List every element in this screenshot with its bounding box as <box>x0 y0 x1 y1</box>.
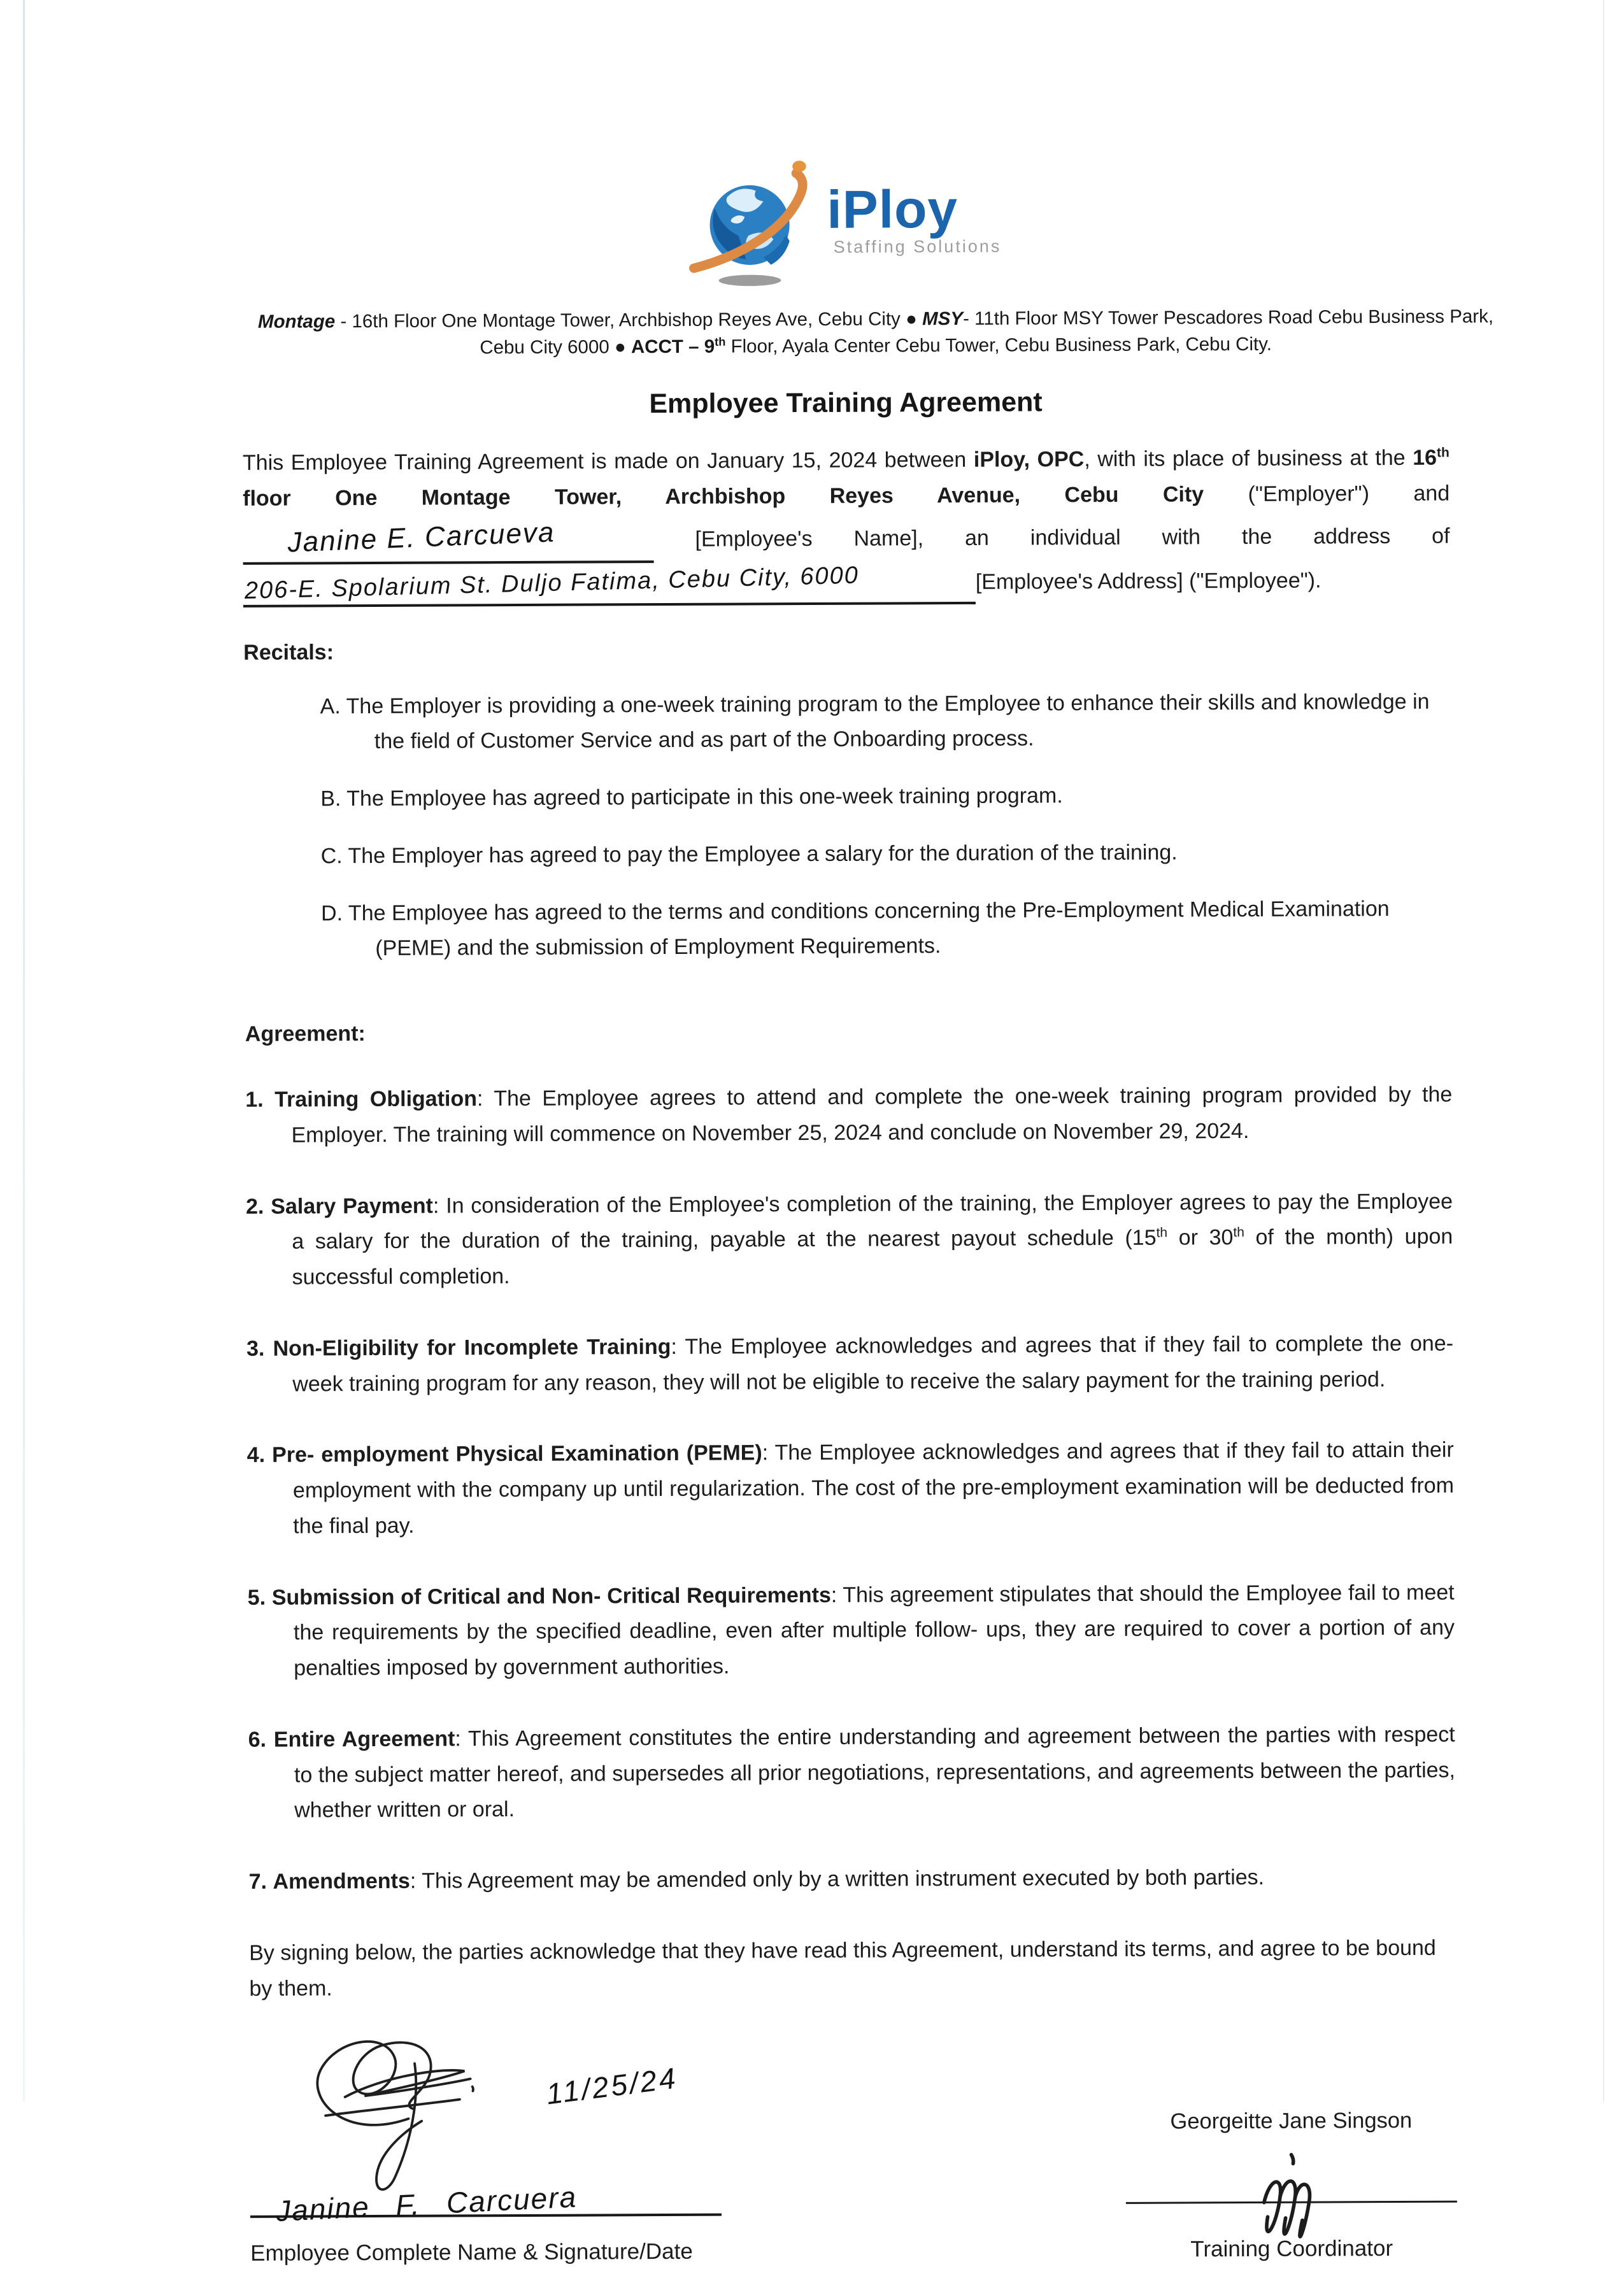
ordinal-15th: th <box>1156 1225 1168 1241</box>
item-label: Salary Payment <box>271 1193 433 1219</box>
item-body: : This Agreement constitutes the entire understanding and agreement between the parties with respect to the subject matter hereof, and supersedes all prior negotiations, representations, and agreements between the parties, whether written or oral. <box>294 1722 1456 1823</box>
company-name: iPloy, OPC <box>973 446 1085 472</box>
agreement-item-7 <box>249 1860 1456 1900</box>
coordinator-name: Georgeitte Jane Singson <box>1170 2109 1413 2135</box>
employer-address-ordinal: th <box>1436 445 1449 460</box>
document-content <box>241 0 1494 2266</box>
employee-signature-area <box>250 2026 722 2180</box>
office-acct-address: Floor, Ayala Center Cebu Tower, Cebu Business Park, Cebu City. <box>725 333 1272 357</box>
item-body: : This agreement stipulates that should the Employee fail to meet the requirements by the specified deadline, even after multiple follow- ups, they are required to cover a portion of any penalties imposed by government authorities. <box>293 1580 1455 1681</box>
item-label: Non-Eligibility for Incomplete Training <box>273 1334 671 1361</box>
office-acct-floor: – 9 <box>683 336 715 357</box>
item-label: Pre- employment Physical Examination (PEME) <box>272 1440 762 1468</box>
intro-text: , with its place of business at the <box>1084 445 1413 471</box>
coordinator-signature-block <box>1125 2109 1457 2263</box>
logo-wordmark: iPloy <box>827 178 958 239</box>
employee-name-handwriting: Janine E. Carcueva <box>287 516 556 558</box>
office-acct-label: ACCT <box>630 336 683 358</box>
office-acct-ordinal: th <box>715 334 726 348</box>
logo-tagline: Staffing Solutions <box>833 236 1002 257</box>
agreement-item-6 <box>248 1718 1456 1830</box>
intro-text: ("Employer") and <box>1204 481 1450 506</box>
employee-name-field <box>243 515 653 565</box>
item-body: : The Employee agrees to attend and complete the one-week training program provided by the Employer. The training will commence on November 25, 2024 and conclude on November 29, 2024. <box>291 1082 1453 1148</box>
intro-text: This Employee Training Agreement is made on January 15, 2024 between <box>242 447 974 475</box>
signature-section <box>250 2023 1458 2266</box>
employer-address: floor One Montage Tower, Archbishop Reyes Avenue, Cebu City <box>243 481 1204 511</box>
item-number: 5. <box>247 1585 266 1610</box>
closing-paragraph: By signing below, the parties acknowledge that they have read this Agreement, understand its terms, and agree to be bound by them. <box>249 1935 1436 2001</box>
office-montage-label: Montage <box>257 311 336 332</box>
item-label: Entire Agreement <box>273 1726 455 1752</box>
agreement-item-1 <box>245 1078 1452 1154</box>
recitals-heading: Recitals: <box>243 639 334 665</box>
intro-text: [Employee's Name], an individual with the address of <box>653 523 1450 552</box>
agreement-item-3 <box>246 1326 1453 1403</box>
recital-text: The Employee has agreed to participate in this one-week training program. <box>341 783 1063 811</box>
item-body: of the month) upon successful completion. <box>292 1225 1453 1290</box>
coordinator-signature-caption: Training Coordinator <box>1190 2236 1393 2262</box>
item-body: or 30 <box>1167 1225 1234 1251</box>
item-body: : This Agreement may be amended only by a written instrument executed by both parties. <box>410 1865 1265 1893</box>
employee-printed-name-handwriting: Janine F. Carcuera <box>274 2180 578 2228</box>
recital-item-c <box>245 834 1451 875</box>
employee-signature-icon <box>269 2018 524 2166</box>
item-body: : In consideration of the Employee's completion of the training, the Employer agrees to pay the Employee a salary for the duration of the training, payable at the nearest payout schedule (15 <box>292 1189 1453 1255</box>
signature-date-handwriting: 11/25/24 <box>544 2061 680 2111</box>
recital-marker: D. <box>320 900 343 926</box>
item-number: 7. <box>248 1869 267 1895</box>
employee-signature-block <box>250 2026 722 2266</box>
item-label: Training Obligation <box>274 1086 478 1112</box>
office-msy-label: MSY <box>922 308 964 330</box>
recitals-list <box>244 684 1452 967</box>
globe-swoosh-icon <box>688 159 826 290</box>
company-logo <box>688 159 1002 290</box>
intro-text: [Employee's Address] ("Employee"). <box>975 568 1321 595</box>
intro-paragraph <box>243 440 1450 607</box>
letterhead-addresses <box>242 303 1509 362</box>
agreement-heading: Agreement: <box>245 1021 366 1047</box>
employer-address-floor: 16 <box>1413 445 1437 470</box>
item-label: Amendments <box>273 1868 410 1894</box>
logo-text-block <box>827 178 1002 257</box>
office-montage-address: - 16th Floor One Montage Tower, Archbishop Reyes Ave, Cebu City <box>335 308 906 332</box>
agreement-item-2 <box>246 1184 1453 1296</box>
recital-text: The Employee has agreed to the terms and conditions concerning the Pre-Employment Medical Examination (PEME) and the submission of Employment Requirements. <box>342 896 1390 961</box>
coordinator-signature-icon <box>1244 2149 1340 2271</box>
agreement-item-5 <box>248 1575 1455 1687</box>
coordinator-signature-line <box>1126 2201 1457 2204</box>
agreement-item-4 <box>247 1433 1455 1545</box>
item-number: 1. <box>245 1087 264 1113</box>
recital-marker: C. <box>320 844 343 869</box>
item-number: 2. <box>245 1194 264 1219</box>
item-label: Submission of Critical and Non- Critical Requirements <box>271 1583 831 1610</box>
item-number: 3. <box>246 1336 265 1361</box>
document-title: Employee Training Agreement <box>649 387 1043 419</box>
bullet-separator: ● <box>906 308 917 330</box>
employee-address-field <box>243 562 976 607</box>
recital-marker: A. <box>320 693 341 719</box>
employee-signature-caption: Employee Complete Name & Signature/Date <box>250 2239 693 2266</box>
employee-address-handwriting: 206-E. Spolarium St. Duljo Fatima, Cebu City, 6000 <box>244 562 860 605</box>
office-msy-address: - 11th Floor MSY Tower Pescadores Road Cebu Business Park, Cebu City 6000 <box>480 306 1494 359</box>
item-number: 6. <box>248 1727 267 1752</box>
recital-marker: B. <box>320 786 341 811</box>
recital-item-b <box>244 777 1451 818</box>
recital-text: The Employer is providing a one-week training program to the Employee to enhance their skills and knowledge in the field of Customer Service and as part of the Onboarding process. <box>340 689 1430 754</box>
item-body: : The Employee acknowledges and agrees that if they fail to complete the one-week training program for any reason, they will not be eligible to receive the salary payment for the training period. <box>292 1331 1454 1397</box>
agreement-list <box>245 1078 1456 1900</box>
ordinal-30th: th <box>1233 1225 1244 1241</box>
item-number: 4. <box>246 1443 266 1468</box>
bullet-separator: ● <box>614 336 626 358</box>
recital-item-a <box>244 684 1451 760</box>
item-body: : The Employee acknowledges and agrees that if they fail to attain their employment with the company up until regularization. The cost of the pre-employment examination will be deducted from the final pay. <box>292 1438 1455 1539</box>
employee-signature-line <box>250 2178 722 2228</box>
recital-text: The Employer has agreed to pay the Employee a salary for the duration of the training. <box>342 840 1178 869</box>
recital-item-d <box>245 891 1451 967</box>
